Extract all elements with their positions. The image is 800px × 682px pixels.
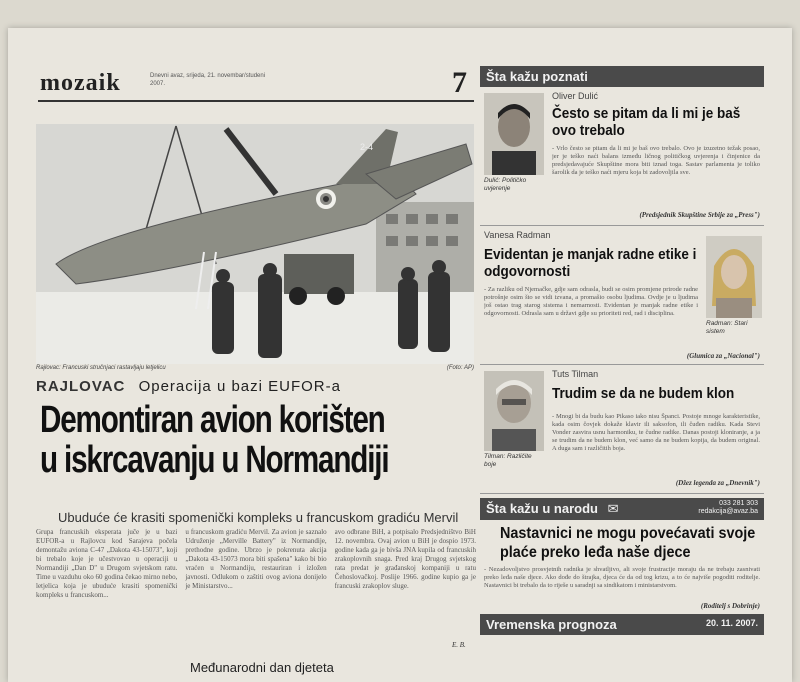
photo-credit: (Foto: AP) (446, 365, 474, 371)
article-column-1: Grupa francuskih eksperata juče je u bazi EUFOR-a u Rajlovcu kod Sarajeva počela demontažu aviona C-47 „Dakota 43-15073", koji bi trebalo koje je učestvovao u operaciji u Normandiji „Dan D" u Drugom svjetskom ratu. Time u vazduhu oko 60 godina čekao mirno nebo, letjelica koja je ubuduće krasiti spomenički kompleks u francuskom... (36, 528, 178, 599)
quote-item (480, 365, 764, 494)
people-quote (480, 520, 764, 612)
envelope-icon: ✉ (607, 501, 619, 516)
masthead (40, 70, 266, 97)
article-column-2: u francuskom gradiću Mervil. Za avion je saznalo Udruženje „Merville Battery" iz Normandije, prethodne godine. Ubrzo je pokrenuta akcija „Dakota 43-15073 mora biti spašena" kako bi bio vraćen u Normandiju, restauriran i izložen javnosti. Odlukom o zaštiti ovog aviona donijelo je Ministarstvo... (185, 528, 327, 590)
article-photo (36, 124, 474, 364)
quote-title[interactable]: Evidentan je manjak radne etike i odgovornosti (484, 246, 697, 280)
contact-phone: 033 281 303 (719, 500, 758, 507)
section-bar-poznati (480, 66, 764, 87)
section-bar-narod (480, 498, 764, 520)
header-rule (38, 100, 474, 102)
quote-source: (Džez legenda za „Dnevnik") (675, 479, 760, 487)
article-headline[interactable] (40, 400, 477, 480)
portrait-photo (484, 93, 544, 175)
quote-item (480, 226, 764, 365)
portrait-caption: Tilman: Različite boje (484, 453, 532, 468)
person-name: Tuts Tilman (552, 369, 599, 379)
contact-email: redakcija@avaz.ba (698, 508, 758, 515)
article-body (36, 528, 476, 648)
headline-line-2: u iskrcavanju u Normandiji (40, 439, 389, 481)
person-name: Oliver Dulić (552, 91, 599, 101)
quote-source: (Predsjednik Skupštine Srbije za „Press") (639, 211, 760, 219)
quote-body: - Vrlo često se pitam da li mi je baš ovo trebalo. Ovo je izuzetno težak posao, jer je teško naći balans između ličnog političkog uvjerenja i činjenice da predsjedavajuće Skupštine mora biti iznad toga. Sastav parlamenta je toliko šarolik da je teško naći mjeru koja bi zadovoljila sve. (552, 145, 760, 176)
people-headline[interactable]: Nastavnici ne mogu povećavati svoje plaće preko leđa naše djece (500, 525, 756, 561)
photo-caption: Rajlovac: Francuski stručnjaci rastavljaju letjelicu (36, 365, 166, 371)
tail-code: 2-4 (360, 142, 374, 152)
people-body: - Nezadovoljstvo prosvjetnih radnika je shvatljivo, ali svoje frustracije moraju da ne trebaju zasnivati preko leđa naše djece. Ako dođe do štrajka, djeca će da od tog krizu, a to će najviše pogoditi roditelje. Nastavnici bi trebalo da to riješe u saradnji sa sindikatom i ministarstvom. (484, 566, 760, 589)
quote-item (480, 87, 764, 226)
right-column (480, 66, 764, 635)
quote-body: - Za razliku od Njemačke, gdje sam odrasla, budi se osim promjene prirode radne potrošnje osim što se vidi izvana, a promašio osobu ljudima. Ovdje je u ljudima još ostao trag starog sistema i nemarnosti. Evidentan je manjak radne etike i odgovornosti. Odrasla sam u državi gdje su prioriteti red, rad i disciplina. (484, 286, 698, 317)
portrait-photo (484, 371, 544, 451)
people-source: (Roditelj s Dobrinje) (700, 602, 760, 610)
article-kicker (36, 378, 341, 395)
quote-source: (Glumica za „Nacional") (686, 352, 760, 360)
contact-info (698, 500, 758, 516)
person-name: Vanesa Radman (484, 230, 551, 240)
quote-title[interactable]: Trudim se da ne budem klon (552, 385, 735, 402)
headline-line-1: Demontiran avion korišten (40, 399, 385, 441)
quote-body: - Mnogi bi da budu kao Pikaso iako nisu Španci. Postoje mnoge karakteristike, kada osim čovjek dokaže klavir ili saksofon, ili čuđen radiku. Kada Stevi Vonder zasvira usnu harmoniku, te čudne radike. Danas postoji kloniranje, a ja se trudim da ne budem klon, već samo da ne budem kopija, da budem original. A duga sam i različitih boja. (552, 413, 760, 452)
weather-date: 20. 11. 2007. (705, 618, 758, 628)
article-subheadline: Ubuduće će krasiti spomenički kompleks u francuskom gradiću Mervil (58, 510, 459, 525)
dateline: Dnevni avaz, srijeda, 21. novembar/studeni 2007. (150, 73, 266, 87)
quote-title[interactable]: Često se pitam da li mi je baš ovo trebalo (552, 105, 741, 139)
article-column-3: avo odbrane BiH, a potpisalo Predsjedništvo BiH 12. novembra. Ovaj avion u BiH je dospio 1973. godine kada ga je bivša JNA kupila od francuskih zrakoplovnih snaga. Pred kraj Drugog svjetskog rata predat je građanskoj kompaniji u ratu Čehoslovačkoj. Poslije 1966. godine kupio ga je francuski zrakoplov sluge. (334, 528, 476, 590)
portrait-photo (706, 236, 762, 318)
portrait-caption: Radman: Stari sistem (706, 320, 748, 335)
section-name: mozaik (40, 70, 121, 96)
kicker-operation: Operacija u bazi EUFOR-a (138, 378, 341, 395)
next-article-headline[interactable]: Međunarodni dan djeteta (190, 660, 334, 675)
section-title: Šta kažu poznati (486, 69, 588, 84)
people-section-title: Šta kažu u narodu (486, 501, 598, 516)
article-signature: E. B. (452, 641, 466, 649)
portrait-caption: Dulić: Političko uvjerenje (484, 177, 527, 192)
kicker-place: RAJLOVAC (36, 378, 126, 395)
photo-caption-row (36, 365, 474, 371)
page-number: 7 (452, 66, 467, 99)
section-bar-weather (480, 614, 764, 635)
weather-title: Vremenska prognoza (486, 617, 617, 632)
